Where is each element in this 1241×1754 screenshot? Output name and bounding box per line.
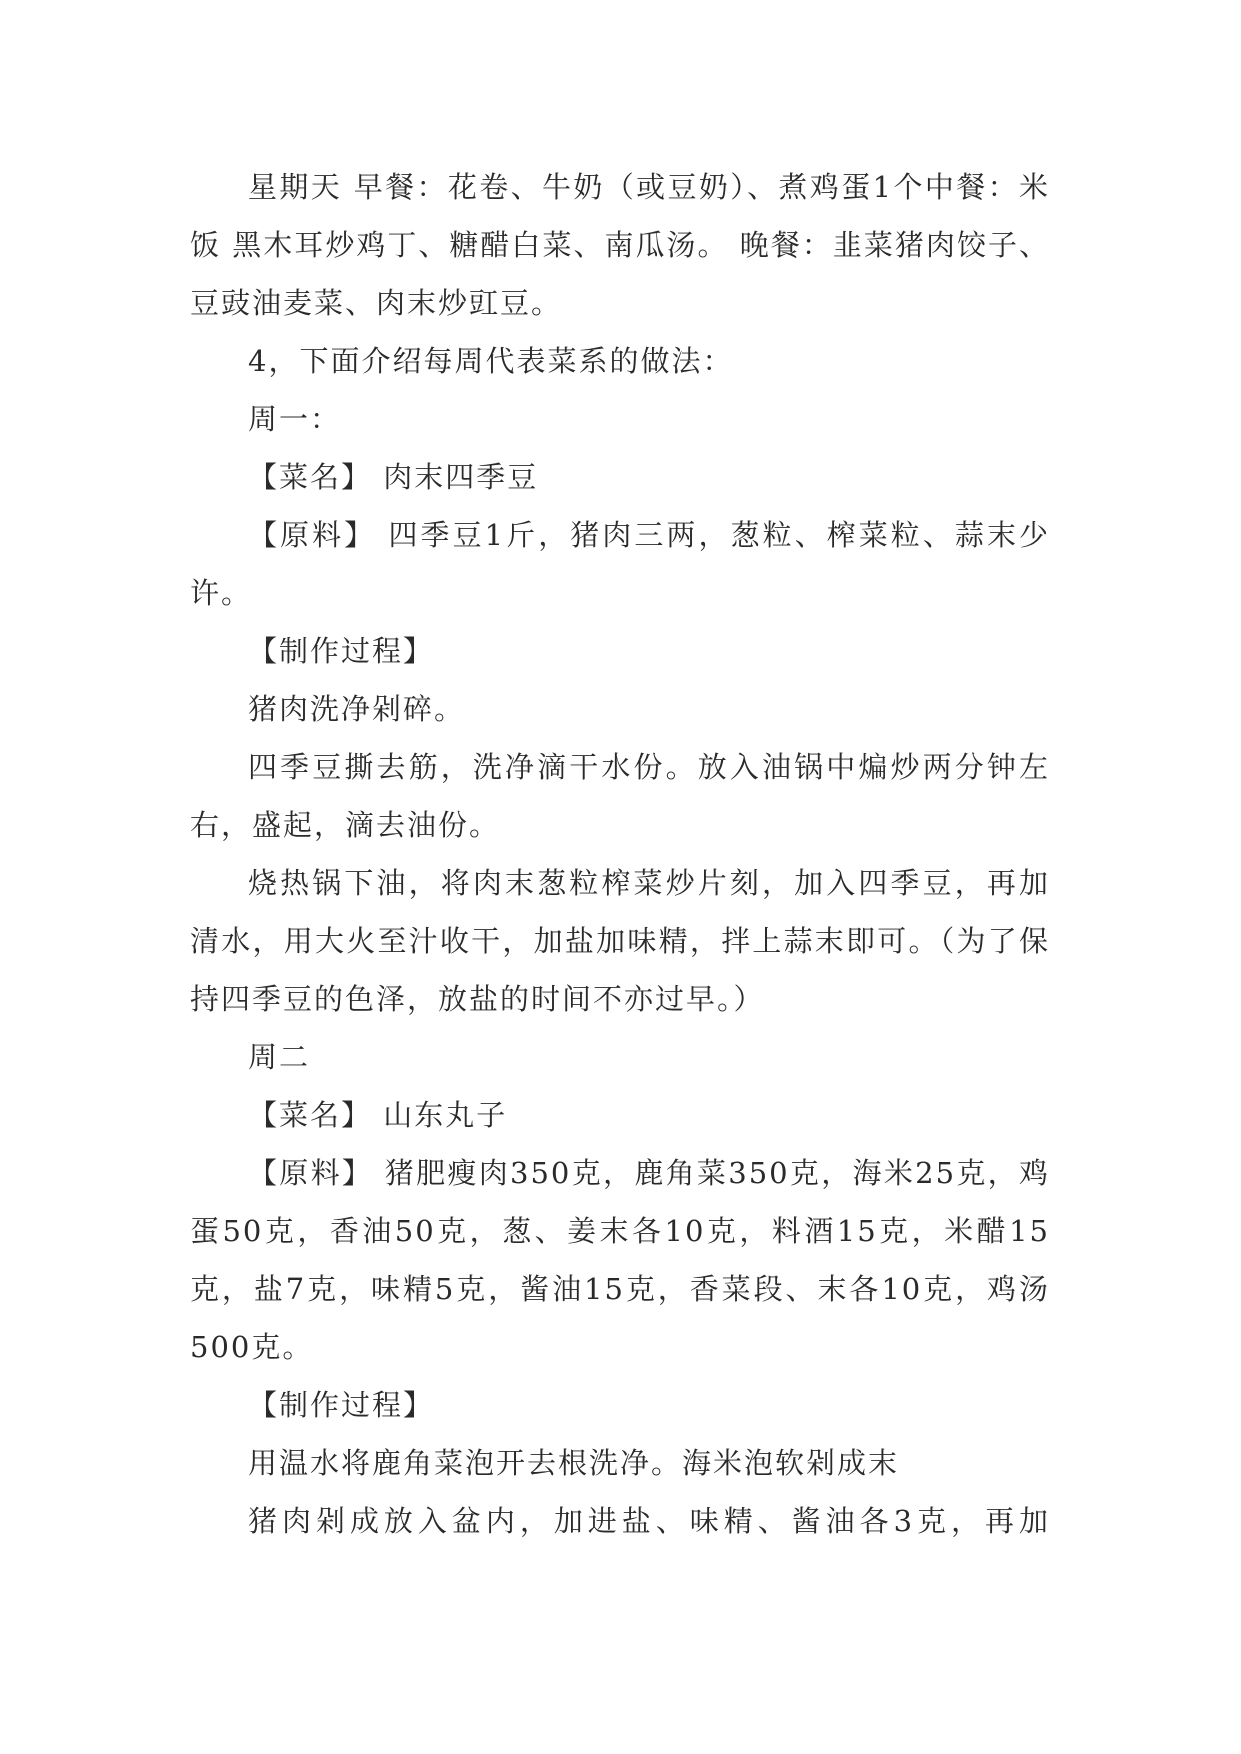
heading-monday: 周一： — [248, 402, 342, 436]
process-heading-tuesday: 【制作过程】 — [248, 1388, 435, 1422]
step-monday-1: 猪肉洗净剁碎。 — [248, 692, 466, 726]
step-tuesday-1: 用温水将鹿角菜泡开去根洗净。海米泡软剁成末 — [248, 1446, 900, 1480]
dish-name-tuesday: 【菜名】 山东丸子 — [248, 1098, 508, 1132]
process-heading-monday: 【制作过程】 — [248, 634, 435, 668]
dish-name-monday: 【菜名】 肉末四季豆 — [248, 460, 539, 494]
heading-tuesday: 周二 — [248, 1040, 311, 1074]
ingredients-tuesday: 【原料】 猪肥瘦肉350克，鹿角菜350克，海米25克，鸡蛋50克，香油50克，葱、姜末各10克，料酒15克，米醋15克，盐7克，味精5克，酱油15克，香菜段、末各10克，鸡汤500克。 — [190, 1156, 1050, 1364]
step-monday-3: 烧热锅下油，将肉末葱粒榨菜炒片刻，加入四季豆，再加清水，用大火至汁收干，加盐加味精，拌上蒜末即可。（为了保持四季豆的色泽，放盐的时间不亦过早。） — [190, 866, 1050, 1016]
ingredients-monday: 【原料】 四季豆1斤，猪肉三两，葱粒、榨菜粒、蒜末少许。 — [190, 518, 1050, 610]
document-body — [190, 158, 1050, 1550]
paragraph-sunday-menu: 星期天 早餐：花卷、牛奶（或豆奶）、煮鸡蛋1个中餐：米饭 黑木耳炒鸡丁、糖醋白菜、南瓜汤。 晚餐：韭菜猪肉饺子、豆豉油麦菜、肉末炒豇豆。 — [190, 170, 1050, 320]
step-tuesday-2: 猪肉剁成放入盆内，加进盐、味精、酱油各3克，再加 — [248, 1504, 1050, 1538]
step-monday-2: 四季豆撕去筋，洗净滴干水份。放入油锅中煸炒两分钟左右，盛起，滴去油份。 — [190, 750, 1050, 842]
paragraph-intro-recipes: 4，下面介绍每周代表菜系的做法： — [248, 344, 734, 378]
